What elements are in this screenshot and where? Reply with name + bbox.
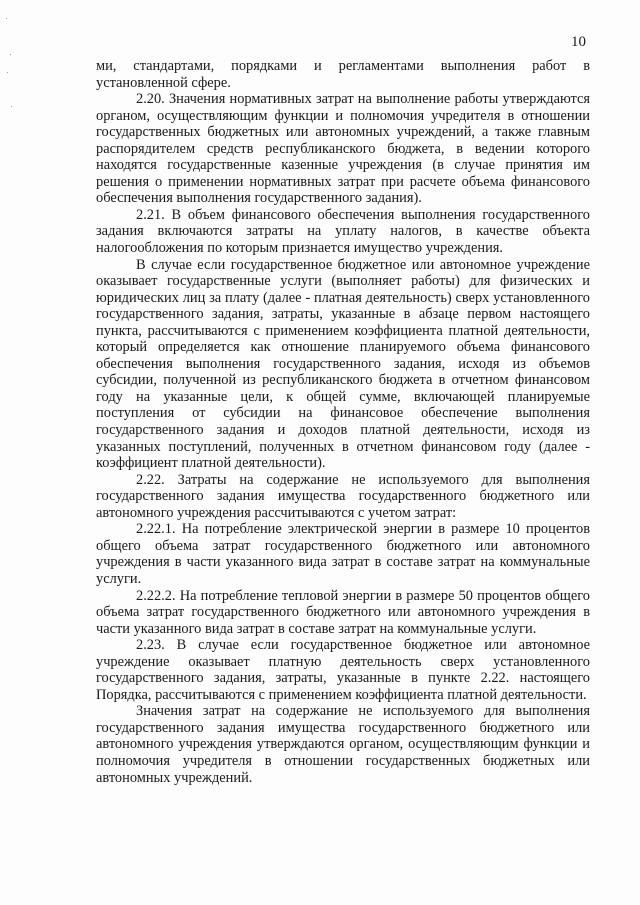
paragraph-paid-activity: В случае если государственное бюджетное или автономное учреждение оказывает государственные услуги (выполняет работы) для физических и юридических лиц за плату (далее - платная деятельность) сверх установленного государственного задания, затраты, указанные в абзаце первом настоящего пункта, рассчитываются с применением коэффициента платной деятельности, который определяется как отношение планируемого объема финансового обеспечения выполнения государственного задания, исходя из объемов субсидии, полученной из республиканского бюджета в отчетном финансовом году на указанные цели, к общей сумме, включающей планируемые поступления от субсидии на финансовое обеспечение выполнения государственного задания и доходов платной деятельности, исходя из указанных поступлений, полученных в отчетном финансовом году (далее - коэффициент платной деятельности). [96, 256, 590, 472]
paragraph-maintenance-costs: Значения затрат на содержание не используемого для выполнения государственного задания имущества государственного бюджетного или автономного учреждения утверждаются органом, осуществляющим функции и полномочия учредителя в отношении государственных бюджетных или автономных учреждений. [96, 703, 590, 786]
scan-margin-specks [4, 14, 14, 134]
paragraph-continuation: ми, стандартами, порядками и регламентами выполнения работ в установленной сфере. [96, 58, 590, 91]
page-number: 10 [571, 34, 586, 50]
paragraph-2-22-2: 2.22.2. На потребление тепловой энергии в размере 50 процентов общего объема затрат государственного бюджетного или автономного учреждения в части указанного вида затрат в составе затрат на коммунальные услуги. [96, 587, 590, 637]
paragraph-2-22: 2.22. Затраты на содержание не используемого для выполнения государственного задания имущества государственного бюджетного или автономного учреждения рассчитываются с учетом затрат: [96, 471, 590, 521]
paragraph-2-23: 2.23. В случае если государственное бюджетное или автономное учреждение оказывает платную деятельность сверх установленного государственного задания, затраты, указанные в пункте 2.22. настоящего Порядка, рассчитываются с применением коэффициента платной деятельности. [96, 637, 590, 703]
document-body [96, 58, 590, 786]
paragraph-2-22-1: 2.22.1. На потребление электрической энергии в размере 10 процентов общего объема затрат государственного бюджетного или автономного учреждения в части указанного вида затрат в составе затрат на коммунальные услуги. [96, 521, 590, 587]
paragraph-2-20: 2.20. Значения нормативных затрат на выполнение работы утверждаются органом, осуществляющим функции и полномочия учредителя в отношении государственных бюджетных или автономных учреждений, а также главным распорядителем средств республиканского бюджета, в ведении которого находятся государственные казенные учреждения (в случае принятия им решения о применении нормативных затрат при расчете объема финансового обеспечения выполнения государственного задания). [96, 91, 590, 207]
paragraph-2-21: 2.21. В объем финансового обеспечения выполнения государственного задания включаются затраты на уплату налогов, в качестве объекта налогообложения по которым признается имущество учреждения. [96, 206, 590, 257]
